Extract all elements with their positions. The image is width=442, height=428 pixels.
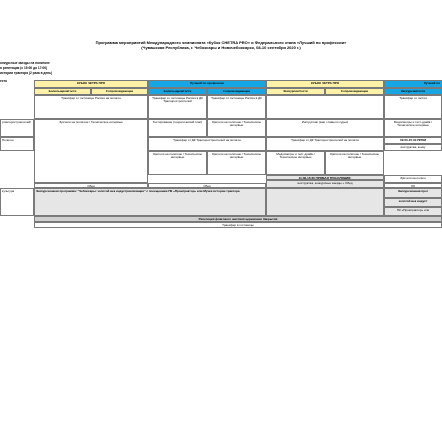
row5-excursion-2b: золотой век индуст (384, 198, 442, 207)
left-note-3: истории трактора (2 раза в день) (0, 71, 53, 75)
row1-transfer-polygon: Трансфер от гостиницы Россия на полигон (34, 95, 148, 119)
row4-spectators-3: Зрители на полигоне / Техническое интервью (325, 151, 384, 175)
row3-live: 09:00-15:30 ПРЯМ (384, 137, 442, 144)
row4-spectators-2: Зрители на полигоне / Техническое интервью (207, 151, 266, 175)
row2-testing: Тестирование (теоретический этап) (148, 119, 207, 137)
row1-transfer-dk-2: Трансфер от гостиницы Россия в ДК (207, 95, 266, 119)
row4-live-broadcast: 11:30-15:30 ПРЯМАЯ ТРАНСЛЯЦИЯ: (266, 175, 384, 180)
row4-live-desc: инструктаж, конкурсные заезды + Обед (266, 180, 384, 188)
row5-excursion-2: Экскурсионная прог (384, 188, 442, 198)
rehearsal-row: Репетиция флагового шествия церемонии Закрытия (34, 216, 442, 222)
row1-empty (266, 95, 384, 119)
row5-empty (266, 188, 384, 216)
header-luchshiy-1: Лучший по профессии (148, 80, 266, 88)
row5-left-label: культура (0, 188, 34, 216)
row4-spectators-4: Зрители на полиго (384, 175, 442, 183)
left-note-2: я репетиция (с 15:00 до 17:00) (0, 66, 48, 70)
subheader-escort-3: Сопровождающие (325, 88, 384, 95)
subheader-escort-2: Сопровождающие (207, 88, 266, 95)
row3-transfer-dk-polygon: Трансфер от ДК Тракторостроителей на полигон (148, 137, 266, 151)
row3-transfer-dk-polygon-2: Трансфер от ДК Тракторостроителей на полигон (266, 137, 384, 151)
header-kubok-2: КУБОК ЧЕТРА ПРО (266, 80, 384, 88)
transfer-hotel-row: Трансфер в гостиницы (34, 222, 442, 228)
lunch-2: Обед (148, 183, 266, 188)
row5-excursion-program: Экскурсионная программа: "Чебоксары: золотой век индустриализации" с посещением ПК «Промтрактор» или Музея истории трактора (34, 188, 266, 216)
subheader-fans-1: Болельщики/гости (34, 88, 91, 95)
row2-spectators-2: Зрители на полигоне / Техническое интервью (207, 119, 266, 137)
header-luchshiy-2: Лучший по (384, 80, 442, 88)
row3-left-label: Полигон (0, 137, 34, 151)
document-title: Программа мероприятий Международного чемпионата «Кубок CHETRA PRO» и Федерального этапа «Лучший по профессии» (95, 40, 347, 45)
row1-transfer-dk: Трансфер от гостиницы Россия в ДК Тракторостроителей (148, 95, 207, 119)
row2-spectators: Зрители на полигоне / Техническое интервью (34, 119, 148, 183)
lunch-1: Обед (34, 183, 148, 188)
subheader-excursion-1: Экскурсии/гости (266, 88, 325, 95)
lunch-3: Об (384, 183, 442, 188)
row4-medical: Медосмотры и тест-драйв / Техническое интервью (266, 151, 325, 175)
row2-medical: Медосмотры и тест-драйв / Техническое интервью (384, 119, 442, 137)
left-note-1: онкурсные заезды на полигоне (0, 61, 50, 65)
subheader-fans-2: Болельщики/гости (148, 88, 207, 95)
document-subtitle: (Чувашская Республика, г. Чебоксары и Новочебоксарск, 08-10 сентября 2020 г.) (141, 45, 301, 50)
left-note-4: есто (0, 79, 7, 83)
row1-transfer-hotel: Трансфер от гостин (384, 95, 442, 119)
row2-left-label: ртакторостроителей/ (0, 119, 34, 137)
header-kubok-1: КУБОК ЧЕТРА ПРО (34, 80, 148, 88)
row2-instruction: Инструктаж (зам. главного судьи) (266, 119, 384, 137)
row4-spectators: Зрители на полигоне / Техническое интервью (148, 151, 207, 175)
subheader-excursion-2: Экскурсии/гости (384, 88, 442, 95)
row3-live-desc: инструктаж, конку (384, 144, 442, 151)
subheader-escort-1: Сопровождающие (91, 88, 148, 95)
row5-excursion-2c: ПК «Промтрактор» или (384, 207, 442, 216)
